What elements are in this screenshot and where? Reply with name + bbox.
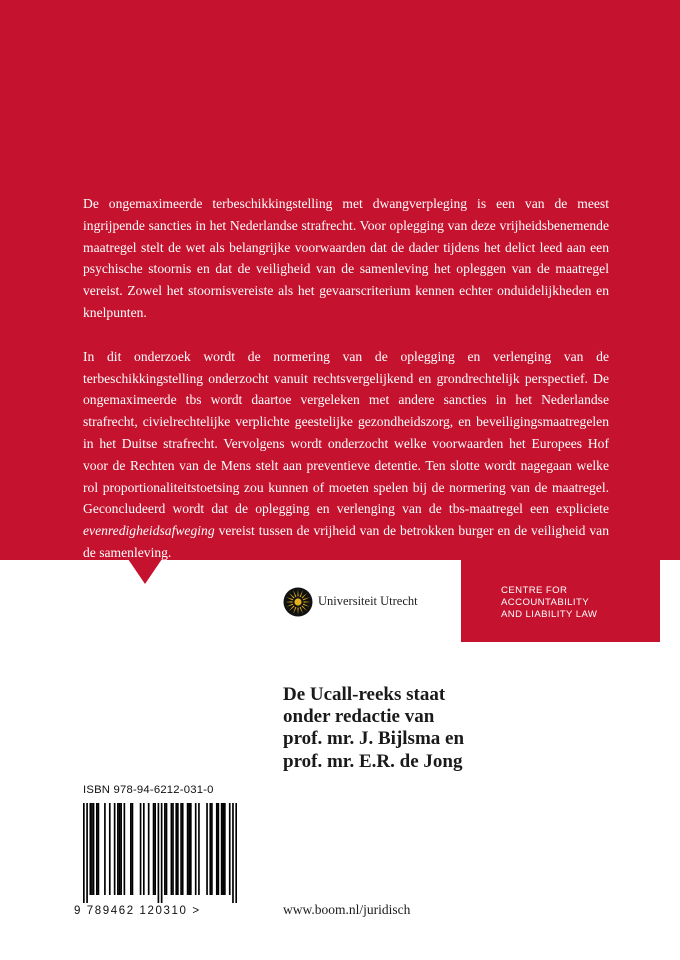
barcode-bar [211, 803, 213, 895]
centre-name-line-3: AND LIABILITY LAW [501, 609, 598, 620]
barcode-bar [89, 803, 91, 895]
barcode-bar [109, 803, 111, 895]
barcode-bar [166, 803, 168, 895]
barcode-bar [229, 803, 231, 895]
barcode-bar [86, 803, 88, 903]
barcode-bar [235, 803, 237, 903]
website-url: www.boom.nl/juridisch [283, 902, 411, 917]
series-editors-note [283, 684, 464, 773]
barcode-bar [195, 803, 197, 895]
barcode-bar [83, 803, 85, 903]
barcode-bar [161, 803, 163, 903]
barcode-bar [221, 803, 223, 895]
barcode-bar [182, 803, 184, 895]
sun-seal-icon [283, 587, 313, 617]
barcode-bar [188, 803, 190, 895]
blurb-paragraph-1: De ongemaximeerde terbeschikkingstelling met dwangverpleging is een van de meest ingrijpende sancties in het Nederlandse strafrecht. Voor oplegging van deze vrijheidsbenemende maatregel stelt de wet als belangrijke voorwaarden dat de dader tijdens het delict leed aan een psychische stoornis en dat de veiligheid van de samenleving het opleggen van de maatregel vereist. Zowel het stoornisvereiste als het gevaarscriterium kennen echter onduidelijkheden en knelpunten. [83, 196, 609, 320]
series-line-1: De Ucall-reeks staat [283, 684, 446, 705]
barcode-bar [104, 803, 106, 895]
barcode-bar [148, 803, 150, 895]
barcode [83, 803, 237, 903]
barcode-bar [154, 803, 156, 895]
barcode-bar [190, 803, 192, 895]
barcode-bar [143, 803, 145, 895]
barcode-bar [177, 803, 179, 895]
centre-logo-box [461, 560, 660, 642]
barcode-bar [187, 803, 189, 895]
barcode-bar [140, 803, 142, 895]
series-line-3: prof. mr. J. Bijlsma en [283, 728, 465, 750]
back-cover-blurb [83, 193, 609, 586]
barcode-digits: 9 789462 120310 > [74, 905, 201, 917]
barcode-bar [209, 803, 211, 895]
isbn-label: ISBN 978-94-6212-031-0 [83, 784, 214, 796]
barcode-bar [232, 803, 234, 903]
barcode-bar [153, 803, 155, 895]
barcode-bar [124, 803, 126, 895]
barcode-bar [206, 803, 208, 895]
barcode-bar [114, 803, 116, 895]
barcode-bar [175, 803, 177, 895]
series-line-4: prof. mr. E.R. de Jong [283, 750, 463, 772]
barcode-bar [96, 803, 98, 895]
barcode-bar [222, 803, 224, 895]
barcode-bar [117, 803, 119, 895]
barcode-bar [132, 803, 134, 895]
barcode-bar [216, 803, 218, 895]
barcode-bar [172, 803, 174, 895]
barcode-bar [93, 803, 95, 895]
barcode-bar [98, 803, 100, 895]
barcode-bar [158, 803, 160, 903]
barcode-bar [198, 803, 200, 895]
centre-name-line-1: CENTRE FOR [501, 585, 568, 596]
barcode-bar [218, 803, 220, 895]
centre-name [501, 585, 597, 621]
barcode-bar [120, 803, 122, 895]
blurb-paragraph-2-part-2: vereist tussen de vrijheid van de betrokken burger en de veiligheid van de samenleving. [83, 523, 609, 560]
barcode-bar [91, 803, 93, 895]
barcode-bar [180, 803, 182, 895]
barcode-bar [164, 803, 166, 895]
barcode-bar [119, 803, 121, 895]
barcode-bar [224, 803, 226, 895]
blurb-emphasis: evenredigheidsafweging [83, 523, 215, 539]
blurb-paragraph-2-part-1: In dit onderzoek wordt de normering van de oplegging en verlenging van de terbeschikkingstelling onderzocht vanuit rechtsvergelijkend en grondrechtelijk perspectief. De ongemaximeerde tbs wordt daartoe vergeleken met andere sancties in het Nederlandse strafrecht, civielrechtelijke verplichte geestelijke gezondheidszorg, en beveiligingsmaatregelen in het Duitse strafrecht. Vervolgens wordt onderzocht welke voorwaarden het Europees Hof voor de Rechten van de Mens stelt aan preventieve detentie. Ten slotte wordt nagegaan welke rol proportionaliteitstoetsing zou kunnen of moeten spelen bij de normering van de maatregel. Geconcludeerd wordt dat de oplegging en verlenging van de tbs-maatregel een expliciete [83, 348, 609, 517]
centre-name-line-2: ACCOUNTABILITY [501, 597, 590, 608]
series-line-2: onder redactie van [283, 706, 435, 728]
barcode-bar [130, 803, 132, 895]
university-name: Universiteit Utrecht [318, 594, 418, 608]
blurb-paragraph-2 [83, 346, 609, 564]
barcode-bar [171, 803, 173, 895]
